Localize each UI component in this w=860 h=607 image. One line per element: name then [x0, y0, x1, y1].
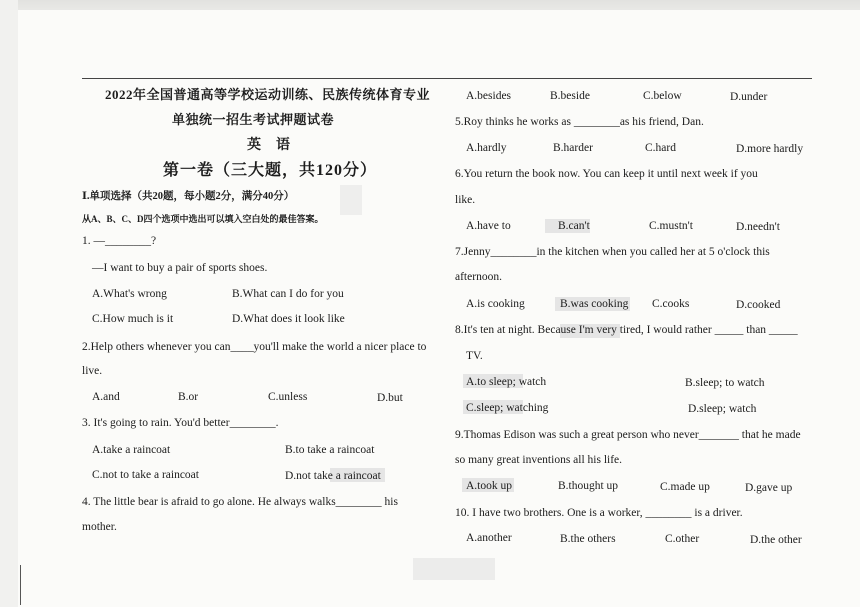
scan-smudge	[340, 185, 362, 215]
q8-stem-line1: 8.It's ten at night. Because I'm very tired, I would rather _____ than _____	[455, 324, 798, 336]
q4-option-b: B.beside	[550, 90, 590, 102]
q1-option-d: D.What does it look like	[232, 313, 345, 325]
q7-stem-line2: afternoon.	[455, 271, 502, 283]
q2-option-a: A.and	[92, 391, 120, 403]
q1-stem: 1. —________?	[82, 235, 157, 247]
q3-option-d: D.not take a raincoat	[285, 470, 381, 482]
q5-stem: 5.Roy thinks he works as ________as his friend, Dan.	[455, 116, 704, 128]
q7-option-a: A.is cooking	[466, 298, 525, 310]
margin-line	[20, 565, 21, 605]
q10-option-b: B.the others	[560, 533, 616, 545]
q6-option-c: C.mustn't	[649, 220, 693, 232]
q3-option-b: B.to take a raincoat	[285, 444, 375, 456]
q1-reply: —I want to buy a pair of sports shoes.	[92, 262, 268, 274]
instructions: 从A、B、C、D四个选项中选出可以填入空白处的最佳答案。	[82, 214, 324, 224]
q9-stem-line1: 9.Thomas Edison was such a great person who never_______ that he made	[455, 429, 801, 441]
q9-option-c: C.made up	[660, 481, 710, 493]
q9-option-b: B.thought up	[558, 480, 619, 492]
q6-option-a: A.have to	[466, 220, 511, 232]
q2-option-d: D.but	[377, 392, 403, 404]
q8-option-b: B.sleep; to watch	[685, 377, 765, 389]
q9-option-a: A.took up	[466, 480, 512, 492]
q7-stem-line1: 7.Jenny________in the kitchen when you called her at 5 o'clock this	[455, 246, 770, 258]
header-rule	[82, 78, 812, 79]
q4-stem-line2: mother.	[82, 521, 117, 533]
q10-option-d: D.the other	[750, 534, 802, 546]
q2-stem-line1: 2.Help others whenever you can____you'll make the world a nicer place to	[82, 341, 427, 353]
q6-option-d: D.needn't	[736, 221, 780, 233]
q4-stem-line1: 4. The little bear is afraid to go alone. He always walks________ his	[82, 496, 398, 508]
q8-option-c: C.sleep; watching	[466, 402, 549, 414]
q1-option-b: B.What can I do for you	[232, 288, 344, 300]
q1-option-c: C.How much is it	[92, 313, 174, 325]
q2-stem-line2: live.	[82, 365, 103, 377]
q4-option-d: D.under	[730, 91, 768, 103]
q3-option-a: A.take a raincoat	[92, 444, 171, 456]
q9-option-d: D.gave up	[745, 482, 793, 494]
q10-stem: 10. I have two brothers. One is a worker, ________ is a driver.	[455, 507, 743, 519]
q10-option-c: C.other	[665, 533, 700, 545]
q4-option-c: C.below	[643, 90, 682, 102]
q1-option-a: A.What's wrong	[92, 288, 167, 300]
q6-stem-line1: 6.You return the book now. You can keep it until next week if you	[455, 168, 758, 180]
section-title: 第一卷（三大题，共120分）	[163, 162, 378, 179]
q8-option-d: D.sleep; watch	[688, 403, 757, 415]
q5-option-b: B.harder	[553, 142, 593, 154]
q4-option-a: A.besides	[466, 90, 512, 102]
scan-smudge	[413, 558, 495, 580]
q3-option-c: C.not to take a raincoat	[92, 469, 199, 481]
q6-stem-line2: like.	[455, 194, 476, 206]
q7-option-d: D.cooked	[736, 299, 781, 311]
q5-option-c: C.hard	[645, 142, 676, 154]
q6-option-b: B.can't	[558, 220, 590, 232]
q8-option-a: A.to sleep; watch	[466, 376, 547, 388]
q2-option-b: B.or	[178, 391, 199, 403]
q2-option-c: C.unless	[268, 391, 308, 403]
q5-option-a: A.hardly	[466, 142, 507, 154]
q10-option-a: A.another	[466, 532, 512, 544]
exam-title-line1: 2022年全国普通高等学校运动训练、民族传统体育专业	[105, 87, 431, 102]
q8-stem-line2: TV.	[466, 350, 483, 362]
q3-stem: 3. It's going to rain. You'd better________.	[82, 417, 279, 429]
part-heading: Ⅰ.单项选择（共20题，每小题2分，满分40分）	[82, 191, 295, 202]
q9-stem-line2: so many great inventions all his life.	[455, 454, 623, 466]
q7-option-b: B.was cooking	[560, 298, 629, 310]
q7-option-c: C.cooks	[652, 298, 690, 310]
q5-option-d: D.more hardly	[736, 143, 804, 155]
exam-title-line2: 单独统一招生考试押题试卷	[172, 112, 335, 127]
subject-title: 英 语	[247, 138, 291, 153]
